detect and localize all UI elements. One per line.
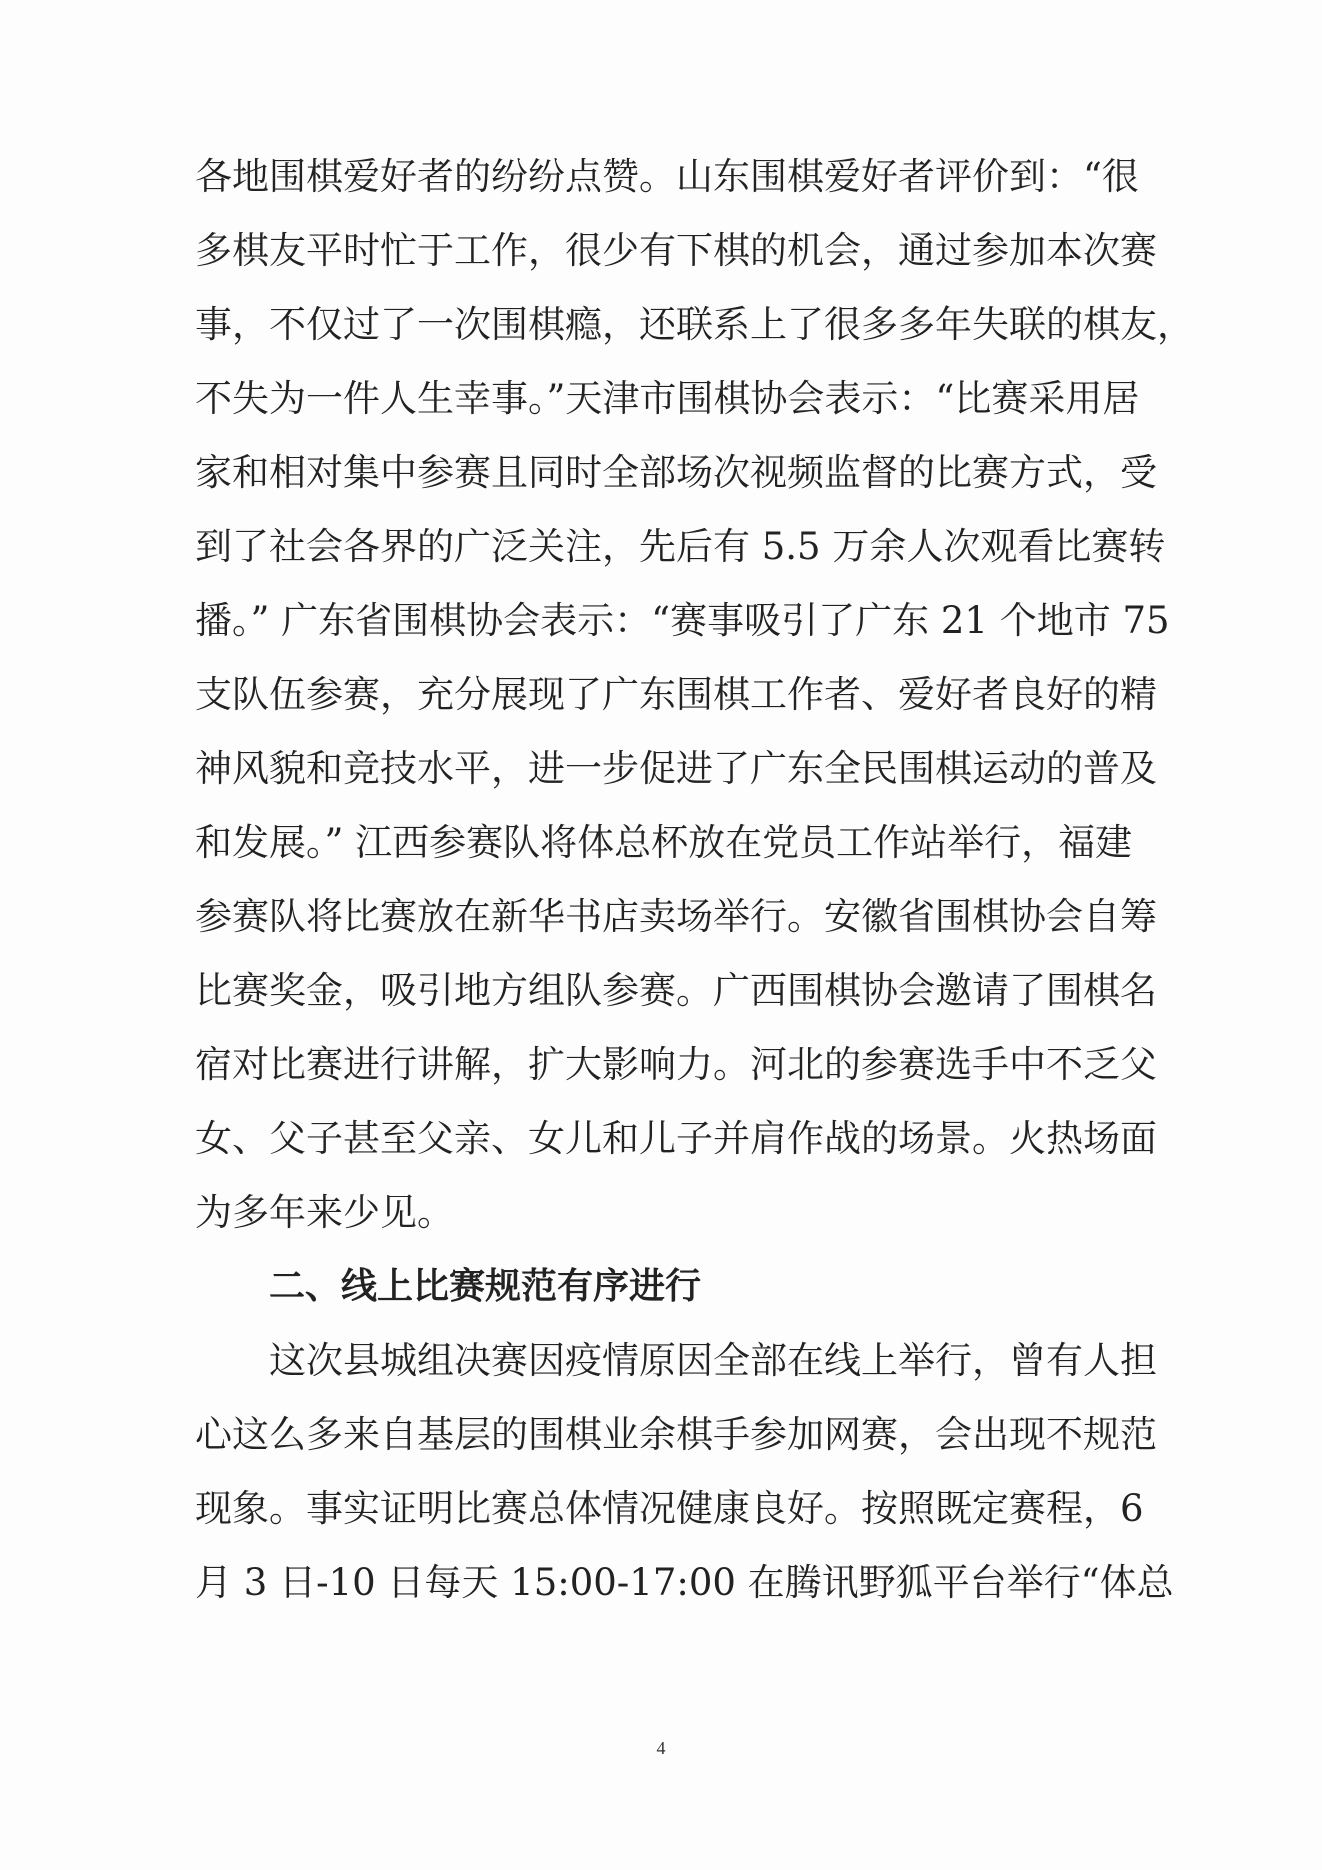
paragraph-line: 支队伍参赛，充分展现了广东围棋工作者、爱好者良好的精 xyxy=(195,673,1157,716)
paragraph-line: 事，不仅过了一次围棋瘾，还联系上了很多多年失联的棋友， xyxy=(195,303,1194,346)
paragraph-line: 为多年来少见。 xyxy=(195,1191,454,1234)
paragraph-line: 现象。事实证明比赛总体情况健康良好。按照既定赛程，6 xyxy=(195,1487,1144,1530)
paragraph-line: 神风貌和竞技水平，进一步促进了广东全民围棋运动的普及 xyxy=(195,747,1157,790)
paragraph-line: 多棋友平时忙于工作，很少有下棋的机会，通过参加本次赛 xyxy=(195,229,1157,272)
paragraph-line: 这次县城组决赛因疫情原因全部在线上举行，曾有人担 xyxy=(269,1339,1157,1382)
paragraph-line: 各地围棋爱好者的纷纷点赞。山东围棋爱好者评价到：“很 xyxy=(195,155,1139,198)
paragraph-line: 女、父子甚至父亲、女儿和儿子并肩作战的场景。火热场面 xyxy=(195,1117,1157,1160)
paragraph-line: 月 3 日-10 日每天 15:00-17:00 在腾讯野狐平台举行“体总 xyxy=(195,1561,1174,1604)
section-heading: 二、线上比赛规范有序进行 xyxy=(269,1266,702,1307)
paragraph-line: 心这么多来自基层的围棋业余棋手参加网赛，会出现不规范 xyxy=(195,1413,1157,1456)
paragraph-line: 到了社会各界的广泛关注，先后有 5.5 万余人次观看比赛转 xyxy=(195,525,1166,568)
paragraph-line: 和发展。” 江西参赛队将体总杯放在党员工作站举行，福建 xyxy=(195,821,1133,864)
paragraph-line: 宿对比赛进行讲解，扩大影响力。河北的参赛选手中不乏父 xyxy=(195,1043,1157,1086)
paragraph-line: 播。” 广东省围棋协会表示：“赛事吸引了广东 21 个地市 75 xyxy=(195,599,1170,642)
paragraph-line: 参赛队将比赛放在新华书店卖场举行。安徽省围棋协会自筹 xyxy=(195,895,1157,938)
paragraph-line: 不失为一件人生幸事。”天津市围棋协会表示：“比赛采用居 xyxy=(195,377,1140,420)
paragraph-line: 比赛奖金，吸引地方组队参赛。广西围棋协会邀请了围棋名 xyxy=(195,969,1157,1012)
page-number: 4 xyxy=(656,1738,666,1758)
paragraph-line: 家和相对集中参赛且同时全部场次视频监督的比赛方式，受 xyxy=(195,451,1157,494)
